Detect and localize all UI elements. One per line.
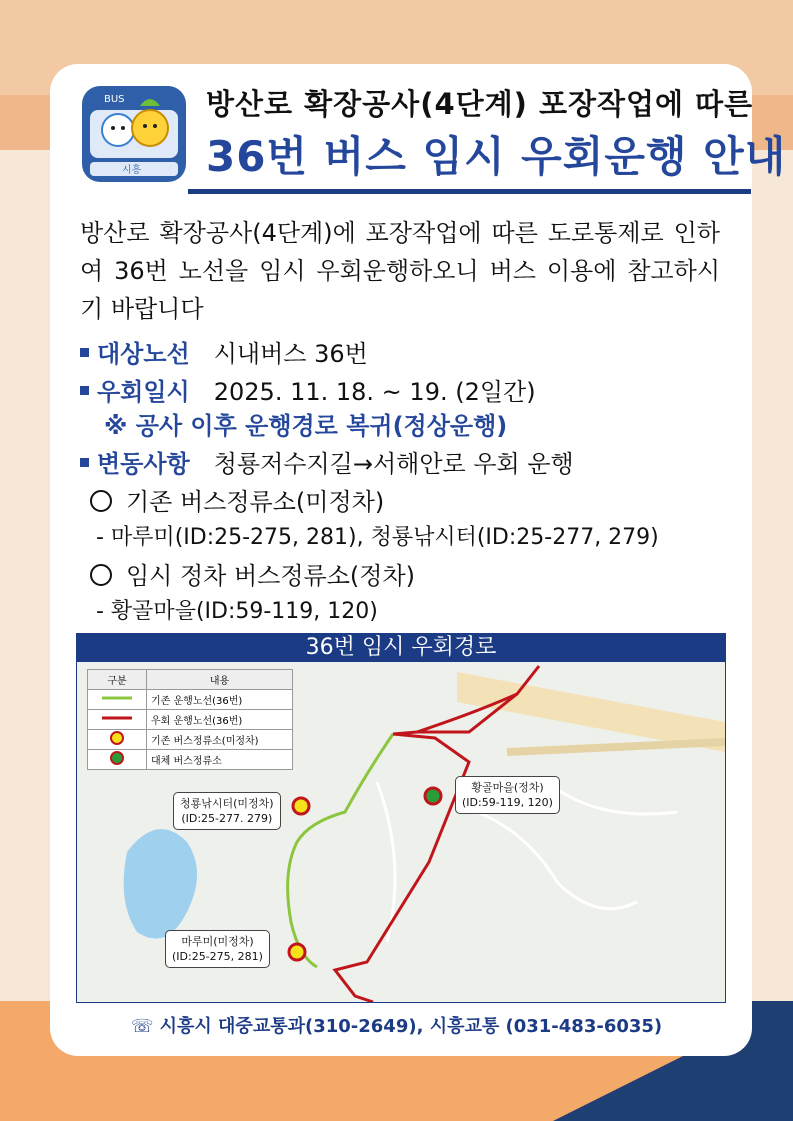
legend-item-text: 우회 운행노선(36번) bbox=[147, 710, 293, 730]
route-map bbox=[76, 633, 726, 1003]
change-row bbox=[80, 444, 574, 479]
title-divider bbox=[188, 189, 751, 194]
date-value: 2025. 11. 18. ~ 19. (2일간) bbox=[213, 378, 536, 406]
bus-sign: BUS bbox=[104, 94, 125, 105]
stop-label-hwanggol bbox=[455, 776, 560, 814]
title-line2: 36번 버스 임시 우회운행 안내 bbox=[206, 132, 787, 181]
yellow-dot-icon bbox=[109, 730, 125, 746]
stop-name: 황골마을(정차) bbox=[471, 781, 544, 794]
map-title: 36번 임시 우회경로 bbox=[77, 634, 725, 662]
title-line1: 방산로 확장공사(4단계) 포장작업에 따른 bbox=[206, 87, 754, 121]
temp-stops-title bbox=[90, 556, 415, 591]
red-line-icon bbox=[102, 714, 132, 722]
existing-title-text: 기존 버스정류소(미정차) bbox=[126, 488, 385, 516]
legend-item-text: 기존 운행노선(36번) bbox=[147, 690, 293, 710]
stop-id: (ID:25-275, 281) bbox=[172, 950, 263, 963]
bus-logo: 시흥 bbox=[122, 165, 142, 176]
contact-footer: ☏ 시흥시 대중교통과(310-2649), 시흥교통 (031-483-6035) bbox=[130, 1016, 663, 1037]
return-note: ※ 공사 이후 운행경로 복귀(정상운행) bbox=[104, 412, 508, 440]
stop-name: 마루미(미정차) bbox=[181, 935, 254, 948]
route-value: 시내버스 36번 bbox=[213, 340, 368, 368]
square-bullet-icon bbox=[80, 348, 89, 357]
square-bullet-icon bbox=[80, 386, 89, 395]
existing-stops-title bbox=[90, 482, 384, 517]
stop-id: (ID:59-119, 120) bbox=[462, 796, 553, 809]
circle-bullet-icon bbox=[90, 564, 112, 586]
stop-marumi-marker bbox=[289, 944, 305, 960]
legend-header-type: 구분 bbox=[88, 670, 147, 690]
stop-cheongryong-marker bbox=[293, 798, 309, 814]
change-value: 청룡저수지길→서해안로 우회 운행 bbox=[213, 450, 574, 478]
green-dot-icon bbox=[109, 750, 125, 766]
legend-item-text: 대체 버스정류소 bbox=[147, 750, 293, 770]
green-line-icon bbox=[102, 694, 132, 702]
circle-bullet-icon bbox=[90, 490, 112, 512]
route-label: 대상노선 bbox=[97, 340, 190, 368]
date-label: 우회일시 bbox=[97, 378, 190, 406]
intro-text: 방산로 확장공사(4단계)에 포장작업에 따른 도로통제로 인하여 36번 노선을 임시 우회운행하오니 버스 이용에 참고하시기 바랍니다 bbox=[80, 219, 720, 323]
legend-header-content: 내용 bbox=[147, 670, 293, 690]
legend-item-text: 기존 버스정류소(미정차) bbox=[147, 730, 293, 750]
temp-title-text: 임시 정차 버스정류소(정차) bbox=[126, 562, 416, 590]
stop-id: (ID:25-277. 279) bbox=[181, 812, 273, 825]
change-label: 변동사항 bbox=[97, 450, 190, 478]
stop-name: 청룡낚시터(미정차) bbox=[180, 797, 274, 810]
map-legend bbox=[87, 669, 293, 770]
route-row bbox=[80, 334, 368, 369]
stop-label-cheongryong bbox=[173, 792, 281, 830]
date-row bbox=[80, 372, 536, 407]
stop-hwanggol-marker bbox=[425, 788, 441, 804]
bus-mascot-icon bbox=[78, 80, 190, 190]
temp-stops-detail: - 황골마을(ID:59-119, 120) bbox=[96, 599, 378, 624]
stop-label-marumi bbox=[165, 930, 270, 968]
existing-stops-detail: - 마루미(ID:25-275, 281), 청룡낚시터(ID:25-277, 279) bbox=[96, 525, 659, 550]
square-bullet-icon bbox=[80, 458, 89, 467]
